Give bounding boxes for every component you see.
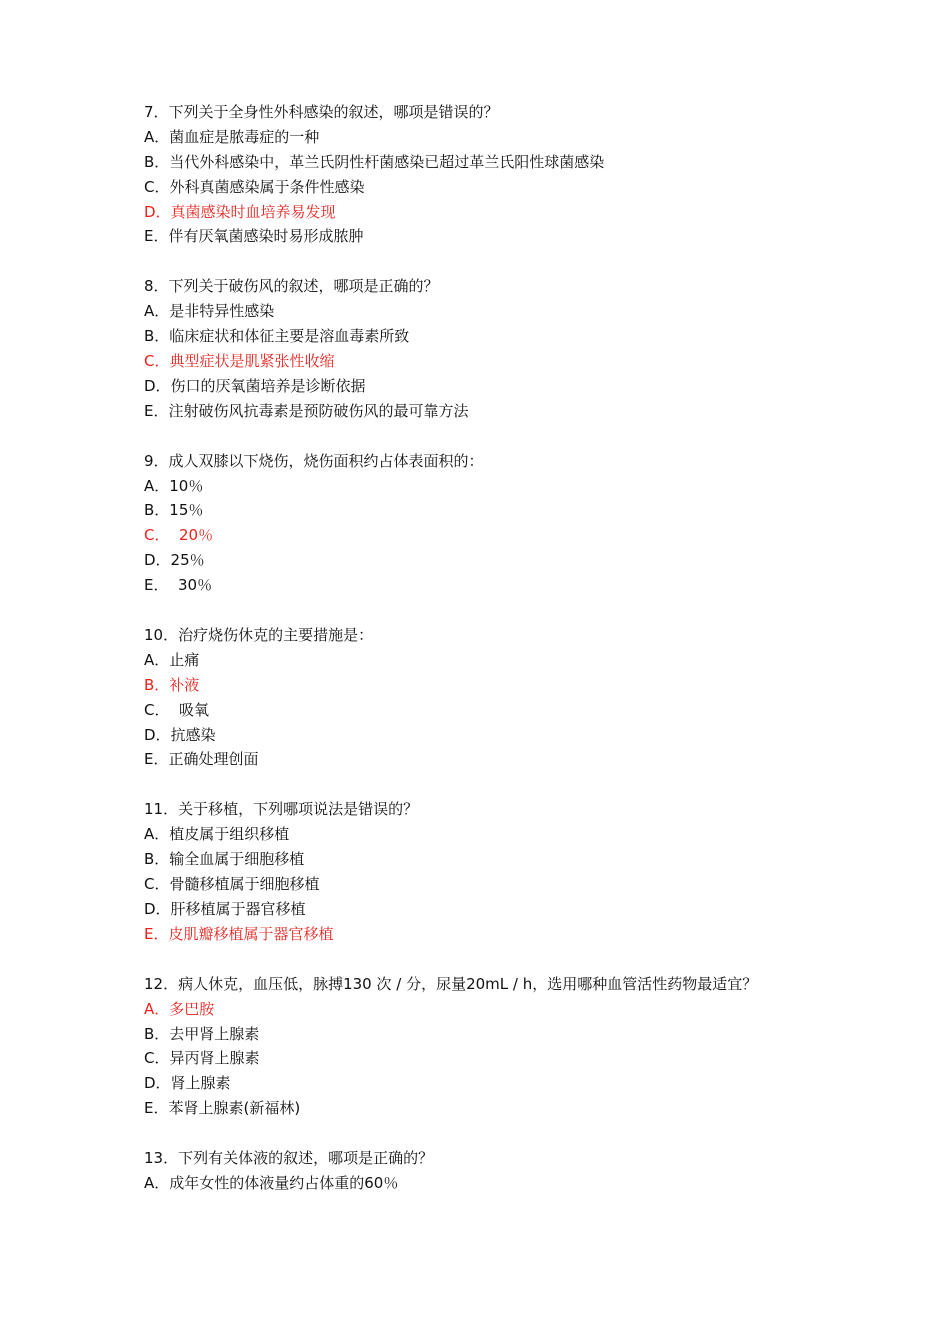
question-block xyxy=(144,100,844,249)
question-stem: 12．病人休克，血压低，脉搏130 次 / 分，尿量20mL / h，选用哪种血管活性药物最适宜？ xyxy=(144,974,758,993)
question-block xyxy=(144,972,844,1121)
question-block xyxy=(144,1146,844,1196)
answer-option-correct: C． 20％ xyxy=(144,526,214,545)
answer-option-correct: C．典型症状是肌紧张性收缩 xyxy=(144,352,335,371)
answer-option: D．肝移植属于器官移植 xyxy=(144,899,306,918)
answer-option: C．骨髓移植属于细胞移植 xyxy=(144,875,320,894)
answer-option: A．植皮属于组织移植 xyxy=(144,825,290,844)
answer-option-correct: B．补液 xyxy=(144,675,200,694)
answer-option: B．当代外科感染中，革兰氏阴性杆菌感染已超过革兰氏阳性球菌感染 xyxy=(144,152,605,171)
answer-option: D．肾上腺素 xyxy=(144,1074,231,1093)
answer-option: A．成年女性的体液量约占体重的60％ xyxy=(144,1173,399,1192)
question-block xyxy=(144,449,844,598)
answer-option: E． 30％ xyxy=(144,576,213,595)
answer-option: A．止痛 xyxy=(144,650,200,669)
answer-option: B．输全血属于细胞移植 xyxy=(144,850,305,869)
answer-option-correct: E．皮肌瓣移植属于器官移植 xyxy=(144,924,334,943)
answer-option: B．15％ xyxy=(144,501,204,520)
answer-option: B．去甲肾上腺素 xyxy=(144,1024,260,1043)
answer-option: D．伤口的厌氧菌培养是诊断依据 xyxy=(144,376,366,395)
question-block xyxy=(144,623,844,772)
question-stem: 10．治疗烧伤休克的主要措施是： xyxy=(144,626,374,645)
answer-option: C． 吸氧 xyxy=(144,700,210,719)
answer-option: A．是非特异性感染 xyxy=(144,302,275,321)
answer-option: D．25％ xyxy=(144,551,205,570)
answer-option: A．菌血症是脓毒症的一种 xyxy=(144,127,320,146)
question-stem: 8．下列关于破伤风的叙述，哪项是正确的？ xyxy=(144,277,439,296)
answer-option: C．异丙肾上腺素 xyxy=(144,1049,260,1068)
answer-option: E．苯肾上腺素(新福林) xyxy=(144,1099,301,1118)
answer-option: E．伴有厌氧菌感染时易形成脓肿 xyxy=(144,227,364,246)
answer-option: B．临床症状和体征主要是溶血毒素所致 xyxy=(144,327,410,346)
answer-option: D．抗感染 xyxy=(144,725,216,744)
question-stem: 13．下列有关体液的叙述，哪项是正确的？ xyxy=(144,1149,434,1168)
answer-option-correct: A．多巴胺 xyxy=(144,999,215,1018)
answer-option-correct: D．真菌感染时血培养易发现 xyxy=(144,202,336,221)
question-block xyxy=(144,274,844,423)
answer-option: E．正确处理创面 xyxy=(144,750,259,769)
answer-option: E．注射破伤风抗毒素是预防破伤风的最可靠方法 xyxy=(144,401,469,420)
question-stem: 11．关于移植，下列哪项说法是错误的？ xyxy=(144,800,419,819)
question-block xyxy=(144,797,844,946)
question-stem: 9．成人双膝以下烧伤，烧伤面积约占体表面积的： xyxy=(144,451,484,470)
answer-option: C．外科真菌感染属于条件性感染 xyxy=(144,177,365,196)
document-page xyxy=(144,100,844,1221)
question-stem: 7．下列关于全身性外科感染的叙述，哪项是错误的？ xyxy=(144,103,499,121)
answer-option: A．10％ xyxy=(144,476,204,495)
